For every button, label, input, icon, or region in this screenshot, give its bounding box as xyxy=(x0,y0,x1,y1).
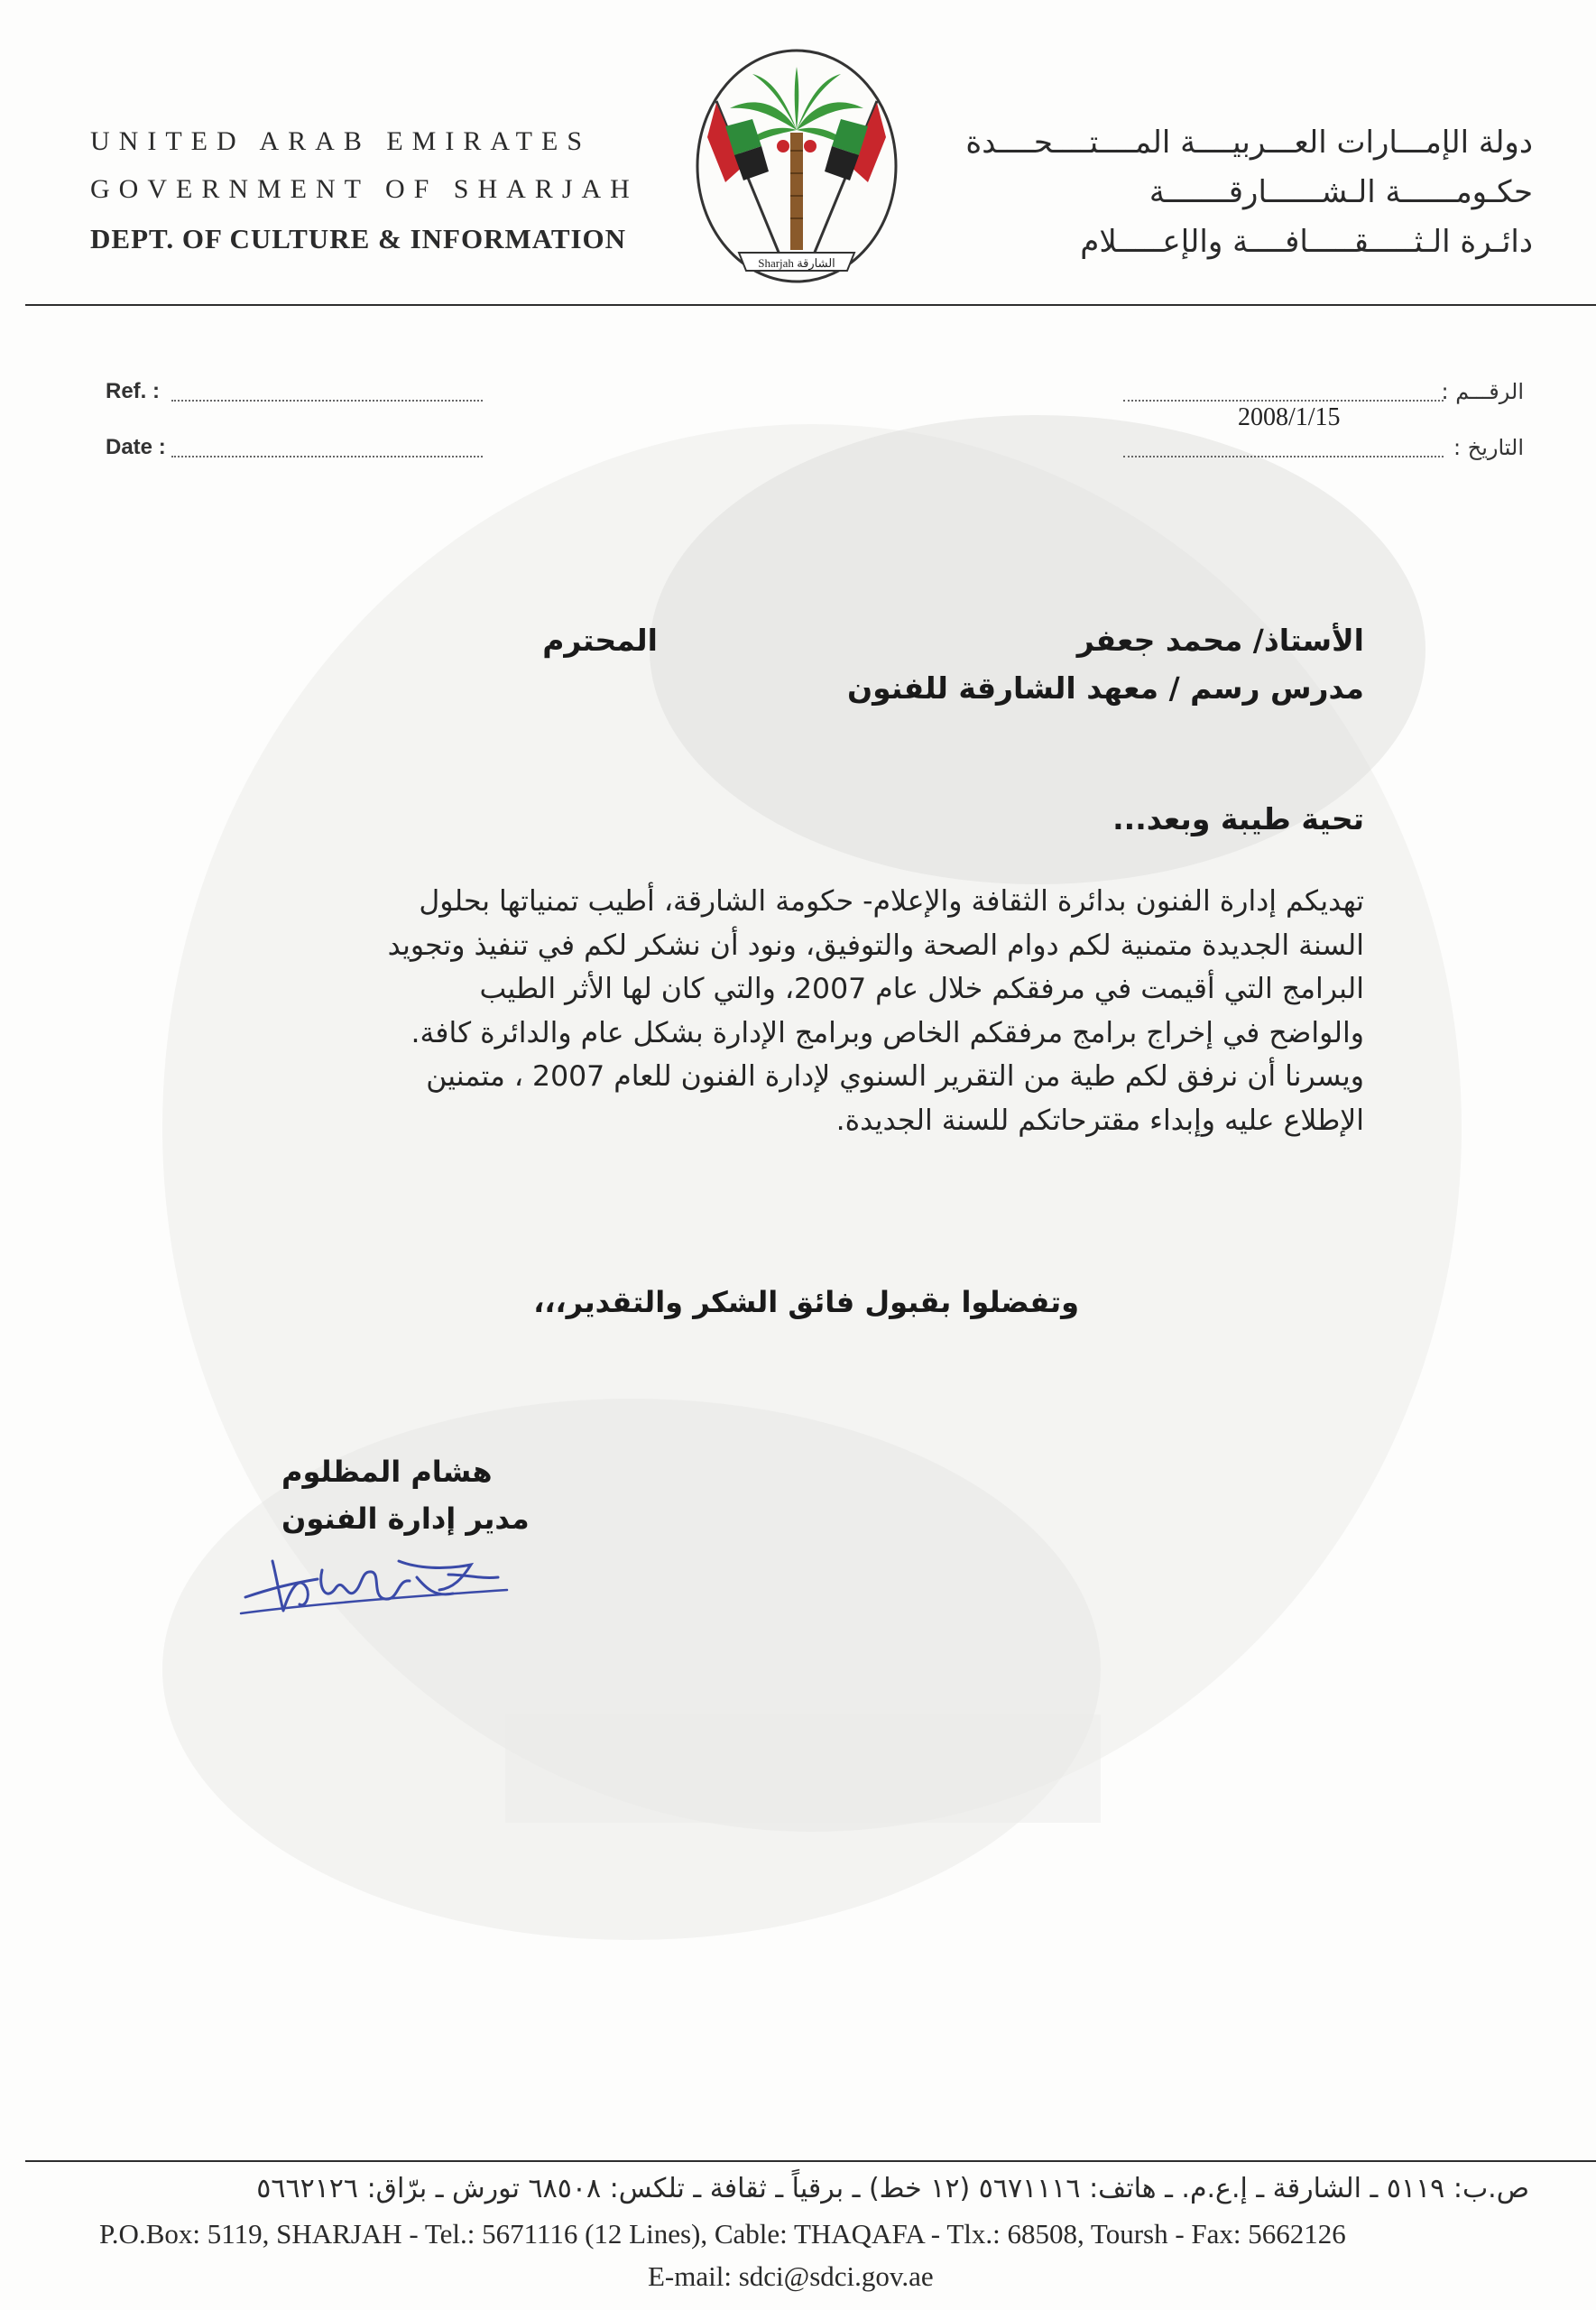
sender-name: هشام المظلوم xyxy=(281,1455,493,1489)
body-line: والواضح في إخراج برامج مرفقكم الخاص وبرامج الإدارة بشكل عام والدائرة كافة. xyxy=(411,1016,1364,1049)
letter-date: 2008/1/15 xyxy=(1238,403,1341,431)
sender-title: مدير إدارة الفنون xyxy=(281,1502,530,1536)
date-line xyxy=(171,456,483,457)
ref-label: Ref. : xyxy=(106,379,160,403)
header-en-line-2: GOVERNMENT OF SHARJAH xyxy=(90,174,639,204)
recipient-title: مدرس رسم / معهد الشارقة للفنون xyxy=(847,670,1364,706)
sharjah-emblem-logo xyxy=(689,47,904,291)
header-ar-line-3: دائـرة الـثـــــقـــــافــــة والإعـــــلام xyxy=(1080,224,1533,260)
body-line: ويسرنا أن نرفق لكم طية من التقرير السنوي لإدارة الفنون للعام 2007 ، متمنين xyxy=(426,1060,1364,1093)
footer-contact-en: P.O.Box: 5119, SHARJAH - Tel.: 5671116 (12 Lines), Cable: THAQAFA - Tlx.: 68508, Toursh - Fax: 5662126 xyxy=(99,2218,1346,2250)
letter-greeting: تحية طيبة وبعد... xyxy=(1112,801,1364,836)
footer-contact-ar: ص.ب: ٥١١٩ ـ الشارقة ـ إ.ع.م. ـ هاتف: ٥٦٧١١١٦ (١٢ خط) ـ برقياً ـ ثقافة ـ تلكس: ٦٨٥٠٨ تورش ـ برّاق: ٥٦٦٢١٢٦ xyxy=(256,2173,1529,2204)
recipient-honorific: المحترم xyxy=(542,623,658,658)
body-line: تهديكم إدارة الفنون بدائرة الثقافة والإعلام- حكومة الشارقة، أطيب تمنياتها بحلول xyxy=(419,885,1364,918)
footer-email: E-mail: sdci@sdci.gov.ae xyxy=(648,2260,934,2292)
header-en-line-1: UNITED ARAB EMIRATES xyxy=(90,126,592,156)
header-ar-line-1: دولة الإمـــارات العـــربيــــة المــــتــــحــــدة xyxy=(965,125,1533,161)
header-ar-line-2: حكـومــــــة الـشــــــارقـــــــة xyxy=(1149,174,1533,210)
letter-body xyxy=(281,880,1364,1187)
body-line: السنة الجديدة متمنية لكم دوام الصحة والتوفيق، ونود أن نشكر لكم في تنفيذ وتجويد xyxy=(387,929,1364,962)
body-line: البرامج التي أقيمت في مرفقكم خلال عام 2007، والتي كان لها الأثر الطيب xyxy=(479,973,1364,1005)
letter-closing: وتفضلوا بقبول فائق الشكر والتقدير،،، xyxy=(533,1285,1079,1319)
date-label: Date : xyxy=(106,435,166,459)
ref-line-ar xyxy=(1123,400,1444,402)
handwritten-signature xyxy=(236,1534,525,1633)
body-line: الإطلاع عليه وإبداء مقترحاتكم للسنة الجديدة. xyxy=(835,1104,1364,1137)
date-label-ar: التاريخ : xyxy=(1453,435,1524,460)
header-divider xyxy=(25,304,1596,306)
ref-line xyxy=(171,400,483,402)
recipient-name: الأستاذ/ محمد جعفر xyxy=(1076,623,1364,658)
emblem-ribbon-text: Sharjah الشارقة xyxy=(758,256,835,270)
date-line-ar xyxy=(1123,456,1444,457)
ref-label-ar: الرقـــم : xyxy=(1441,379,1524,404)
header-en-line-3: DEPT. OF CULTURE & INFORMATION xyxy=(90,223,627,254)
footer-divider xyxy=(25,2160,1596,2162)
